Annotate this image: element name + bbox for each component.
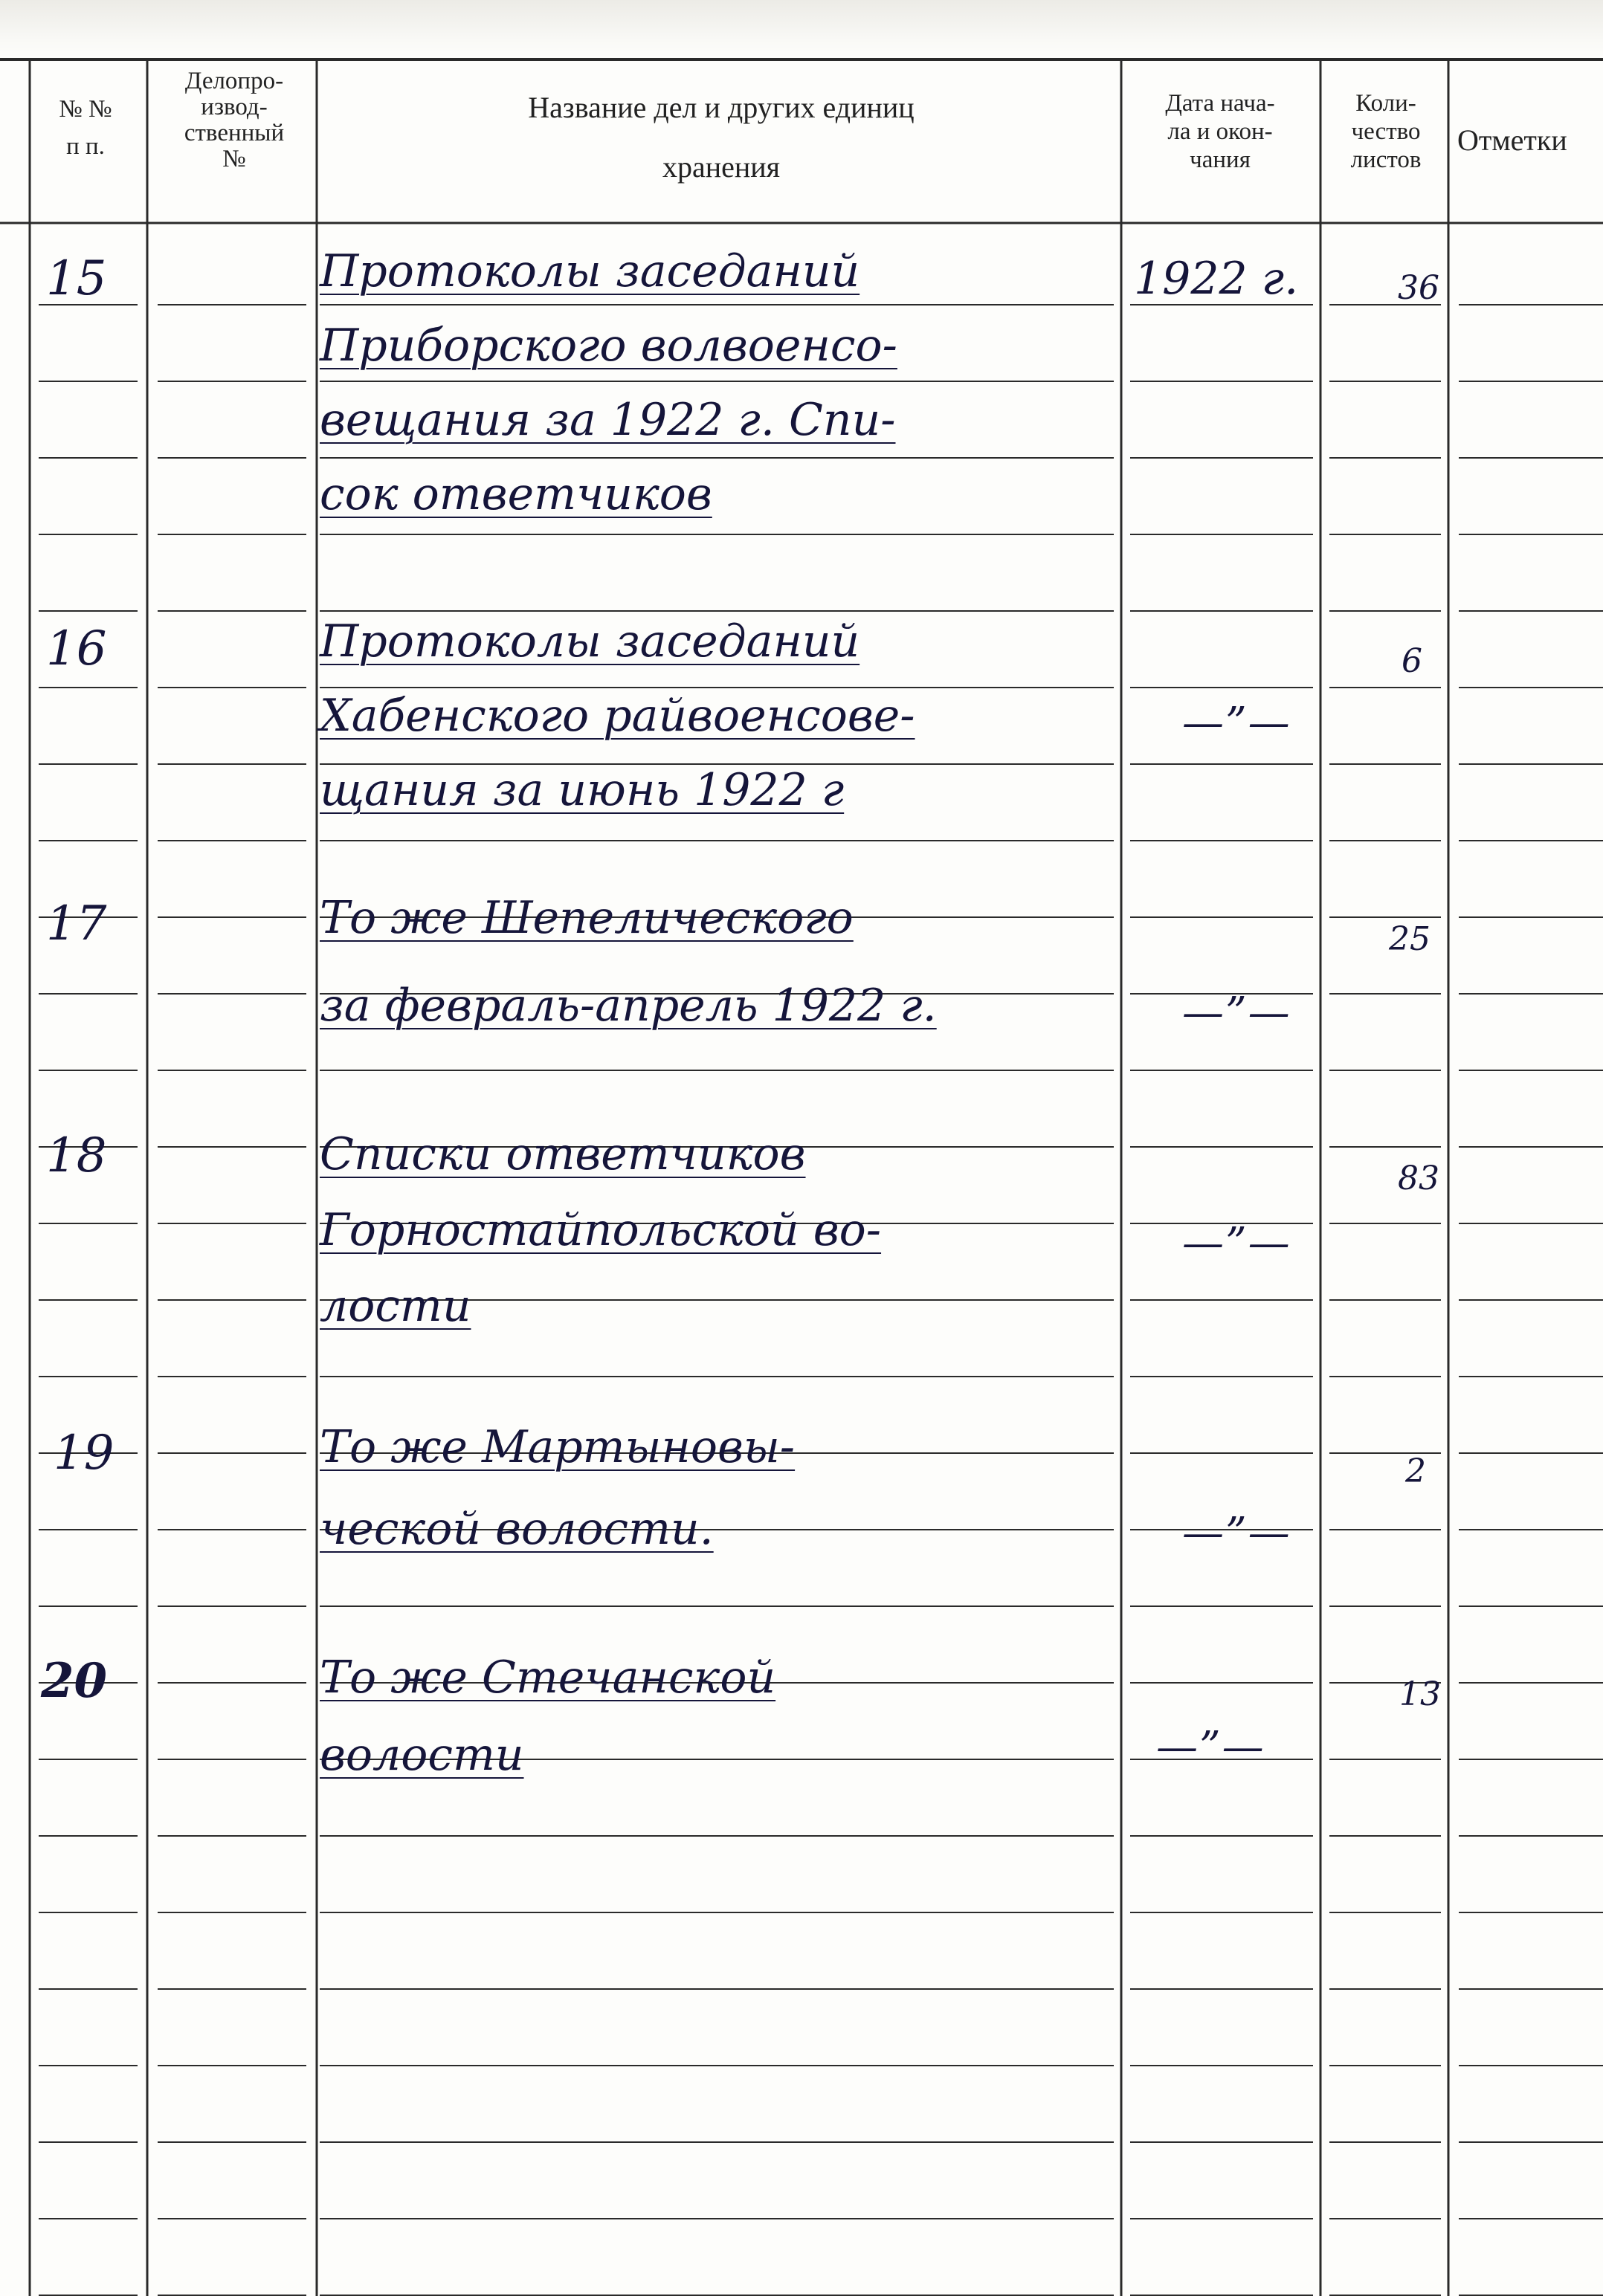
entry-date-ditto: —”—	[1182, 1509, 1291, 1557]
entry-title-line: То же Мартыновы-	[320, 1421, 796, 1473]
entry-sheet-count: 83	[1398, 1160, 1439, 1197]
entry-title-line: ческой волости.	[320, 1503, 714, 1555]
entry-title-line: лости	[320, 1280, 471, 1332]
entry-title-line: То же Шепелического	[320, 892, 854, 944]
header-title-line2: хранения	[662, 150, 781, 184]
header-office-number: Делопро- извод- ственный №	[184, 68, 285, 172]
header-count: Коли- чество листов	[1350, 90, 1422, 173]
entry-date-ditto: —”—	[1156, 1723, 1265, 1771]
entry-title-line: Приборского волвоенсо-	[320, 320, 897, 372]
entry-title-line: Протоколы заседаний	[320, 615, 860, 667]
entry-sheet-count: 36	[1398, 269, 1439, 307]
entry-title-line: Хабенского райвоенсове-	[320, 690, 915, 742]
entry-number: 16	[46, 621, 107, 676]
entry-title-line: вещания за 1922 г. Спи-	[320, 394, 896, 446]
entry-sheet-count: 2	[1405, 1452, 1426, 1490]
header-number: № № п п.	[59, 96, 112, 160]
entry-sheet-count: 13	[1399, 1675, 1441, 1713]
header-title-line1: Название дел и других единиц	[528, 91, 915, 124]
entry-title-line: Горностайпольской во-	[320, 1204, 882, 1256]
entry-date-ditto: —”—	[1182, 1219, 1291, 1267]
entry-number: 17	[46, 896, 107, 951]
header-notes: Отметки	[1457, 123, 1567, 157]
entry-sheet-count: 6	[1402, 642, 1422, 680]
entry-title-line: сок ответчиков	[320, 468, 712, 520]
entry-date: 1922 г.	[1134, 253, 1299, 305]
entry-date-ditto: —”—	[1182, 699, 1291, 747]
entry-number: 15	[46, 251, 107, 306]
entry-title-line: Списки ответчиков	[320, 1128, 806, 1180]
entry-number: 19	[54, 1426, 115, 1481]
entry-number: 18	[46, 1128, 107, 1183]
entry-date-ditto: —”—	[1182, 989, 1291, 1037]
entry-title-line: волости	[320, 1729, 524, 1781]
entry-title-line: То же Стечанской	[320, 1652, 776, 1704]
entry-title-line: за февраль-апрель 1922 г.	[320, 980, 937, 1032]
entry-number: 20	[41, 1653, 108, 1709]
entry-title-line: щания за июнь 1922 г	[320, 764, 845, 816]
entry-title-line: Протоколы заседаний	[320, 245, 860, 297]
entry-sheet-count: 25	[1389, 920, 1431, 958]
header-dates: Дата нача- ла и окон- чания	[1165, 90, 1275, 173]
